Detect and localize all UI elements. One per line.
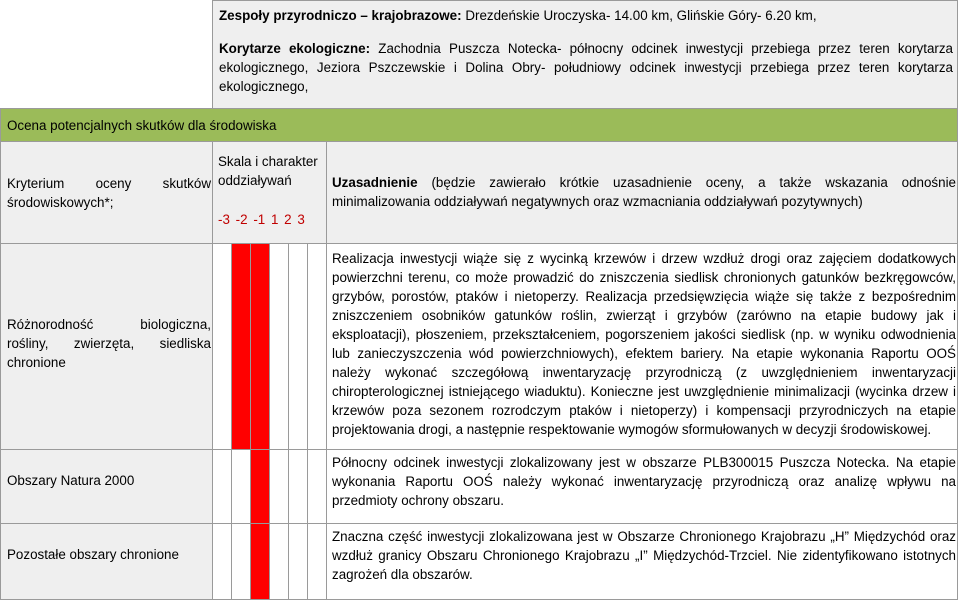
row2-scale-col-p3 bbox=[308, 450, 326, 523]
row3-scale-col-m3 bbox=[213, 524, 232, 599]
row2-criterion: Obszary Natura 2000 bbox=[7, 473, 135, 488]
row1-justification: Realizacja inwestycji wiąże się z wycinką krzewów i drzew wzdłuż drogi oraz zajęciem dodatkowych powierzchni terenu, co może prowadzić do zniszczenia siedlisk chronionych gatunków bezkręgowców, grzybów, porostów, ptaków i nietoperzy. Realizacja przedsięwzięcia wiąże się także z bezpośrednim zniszczeniem osobników gatunków roślin, zwierząt i grzybów (zarówno na etapie budowy jak i eksploatacji), płoszeniem, przekształceniem, pogorszeniem jakości siedlisk (np. w wyniku odwodnienia lub zanieczyszczenia wód powierzchniowych), efektem bariery. Na etapie wykonania Raportu OOŚ należy wykonać szczegółową inwentaryzację przyrodniczą (z uwzględnieniem inwentaryzacji chiropterologicznej istniejącego wiaduktu). Konieczne jest uwzględnienie minimalizacji (wycinka drzew i krzewów poza sezonem rozrodczym ptaków i nietoperzy) i kompensacji przyrodniczych na etapie projektowania drogi, a następnie respektowanie wymogów sformułowanych w decyzji środowiskowej. bbox=[332, 251, 956, 437]
row2-scale-col-p2 bbox=[289, 450, 308, 523]
row2-scale-col-p1 bbox=[270, 450, 289, 523]
zespoly-label: Zespoły przyrodniczo – krajobrazowe: bbox=[219, 8, 462, 23]
scale-values bbox=[218, 210, 326, 229]
row2-scale-col-m1 bbox=[251, 450, 270, 523]
uzasadnienie-text: (będzie zawierało krótkie uzasadnienie oceny, a także wskazania odnośnie minimalizowania oddziaływań negatywnych oraz wzmacniania oddziaływań pozytywnych) bbox=[332, 175, 956, 209]
scale-value: 3 bbox=[297, 212, 305, 227]
header-uzasadnienie-cell bbox=[326, 142, 958, 244]
row3-justification: Znaczna część inwestycji zlokalizowana jest w Obszarze Chronionego Krajobrazu „H” Międzychód oraz wzdłuż granicy Obszaru Chronionego Krajobrazu „I” Międzychód-Trzciel. Nie zidentyfikowano istotnych zagrożeń dla obszarów. bbox=[332, 529, 956, 582]
row1-scale-col-m1 bbox=[251, 244, 270, 449]
scale-value: -3 bbox=[218, 212, 230, 227]
header-skala-title: Skala i charakter oddziaływań bbox=[218, 154, 318, 188]
row3-criterion-cell bbox=[0, 524, 212, 600]
row1-justification-cell bbox=[326, 244, 958, 450]
header-kryterium: Kryterium oceny skutków środowiskowych*; bbox=[7, 176, 211, 210]
zespoly-line bbox=[219, 6, 951, 25]
row3-scale-col-p1 bbox=[270, 524, 289, 599]
header-uzasadnienie bbox=[332, 173, 956, 211]
row3-scale-col-m1 bbox=[251, 524, 270, 599]
intro-block bbox=[212, 0, 958, 108]
row2-criterion-cell bbox=[0, 450, 212, 524]
row1-scale-col-p2 bbox=[289, 244, 308, 449]
uzasadnienie-label: Uzasadnienie bbox=[332, 175, 418, 190]
row2-justification: Północny odcinek inwestycji zlokalizowany jest w obszarze PLB300015 Puszcza Notecka. Na etapie wykonania Raportu OOŚ należy wykonać inwentaryzację przyrodniczą oraz analizę wpływu na przedmioty ochrony obszaru. bbox=[332, 455, 956, 508]
zespoly-text: Drezdeńskie Uroczyska- 14.00 km, Glińskie Góry- 6.20 km, bbox=[465, 8, 817, 23]
header-kryterium-cell bbox=[0, 142, 212, 244]
korytarze-text: Zachodnia Puszcza Notecka- północny odcinek inwestycji przebiega przez teren korytarza ekologicznego, Jeziora Pszczewskie i Dolina Obry- południowy odcinek inwestycji przebiega przez teren korytarza ekologicznego, bbox=[219, 41, 953, 94]
scale-value: 1 bbox=[270, 212, 279, 227]
header-skala-cell bbox=[212, 142, 326, 244]
row3-scale-col-p3 bbox=[308, 524, 326, 599]
scale-value: 2 bbox=[284, 212, 292, 227]
korytarze-paragraph bbox=[219, 39, 953, 96]
row2-scale-cell bbox=[212, 450, 326, 524]
scale-value: -2 bbox=[235, 212, 248, 227]
row2-justification-cell bbox=[326, 450, 958, 524]
row1-criterion-cell bbox=[0, 244, 212, 450]
row2-scale-col-m3 bbox=[213, 450, 232, 523]
row1-criterion: Różnorodność biologiczna, rośliny, zwierzęta, siedliska chronione bbox=[7, 317, 211, 370]
row1-scale-cell bbox=[212, 244, 326, 450]
row2-scale-col-m2 bbox=[232, 450, 251, 523]
section-title: Ocena potencjalnych skutków dla środowiska bbox=[7, 118, 277, 133]
scale-value: -1 bbox=[253, 212, 266, 227]
row3-criterion: Pozostałe obszary chronione bbox=[7, 547, 179, 562]
row1-scale-col-m3 bbox=[213, 244, 232, 449]
row3-scale-col-m2 bbox=[232, 524, 251, 599]
row1-scale-col-p1 bbox=[270, 244, 289, 449]
row3-scale-col-p2 bbox=[289, 524, 308, 599]
row1-scale-col-m2 bbox=[232, 244, 251, 449]
korytarze-label: Korytarze ekologiczne: bbox=[219, 41, 371, 56]
section-title-bar bbox=[0, 108, 958, 142]
row3-justification-cell bbox=[326, 524, 958, 600]
row1-scale-col-p3 bbox=[308, 244, 326, 449]
row3-scale-cell bbox=[212, 524, 326, 600]
